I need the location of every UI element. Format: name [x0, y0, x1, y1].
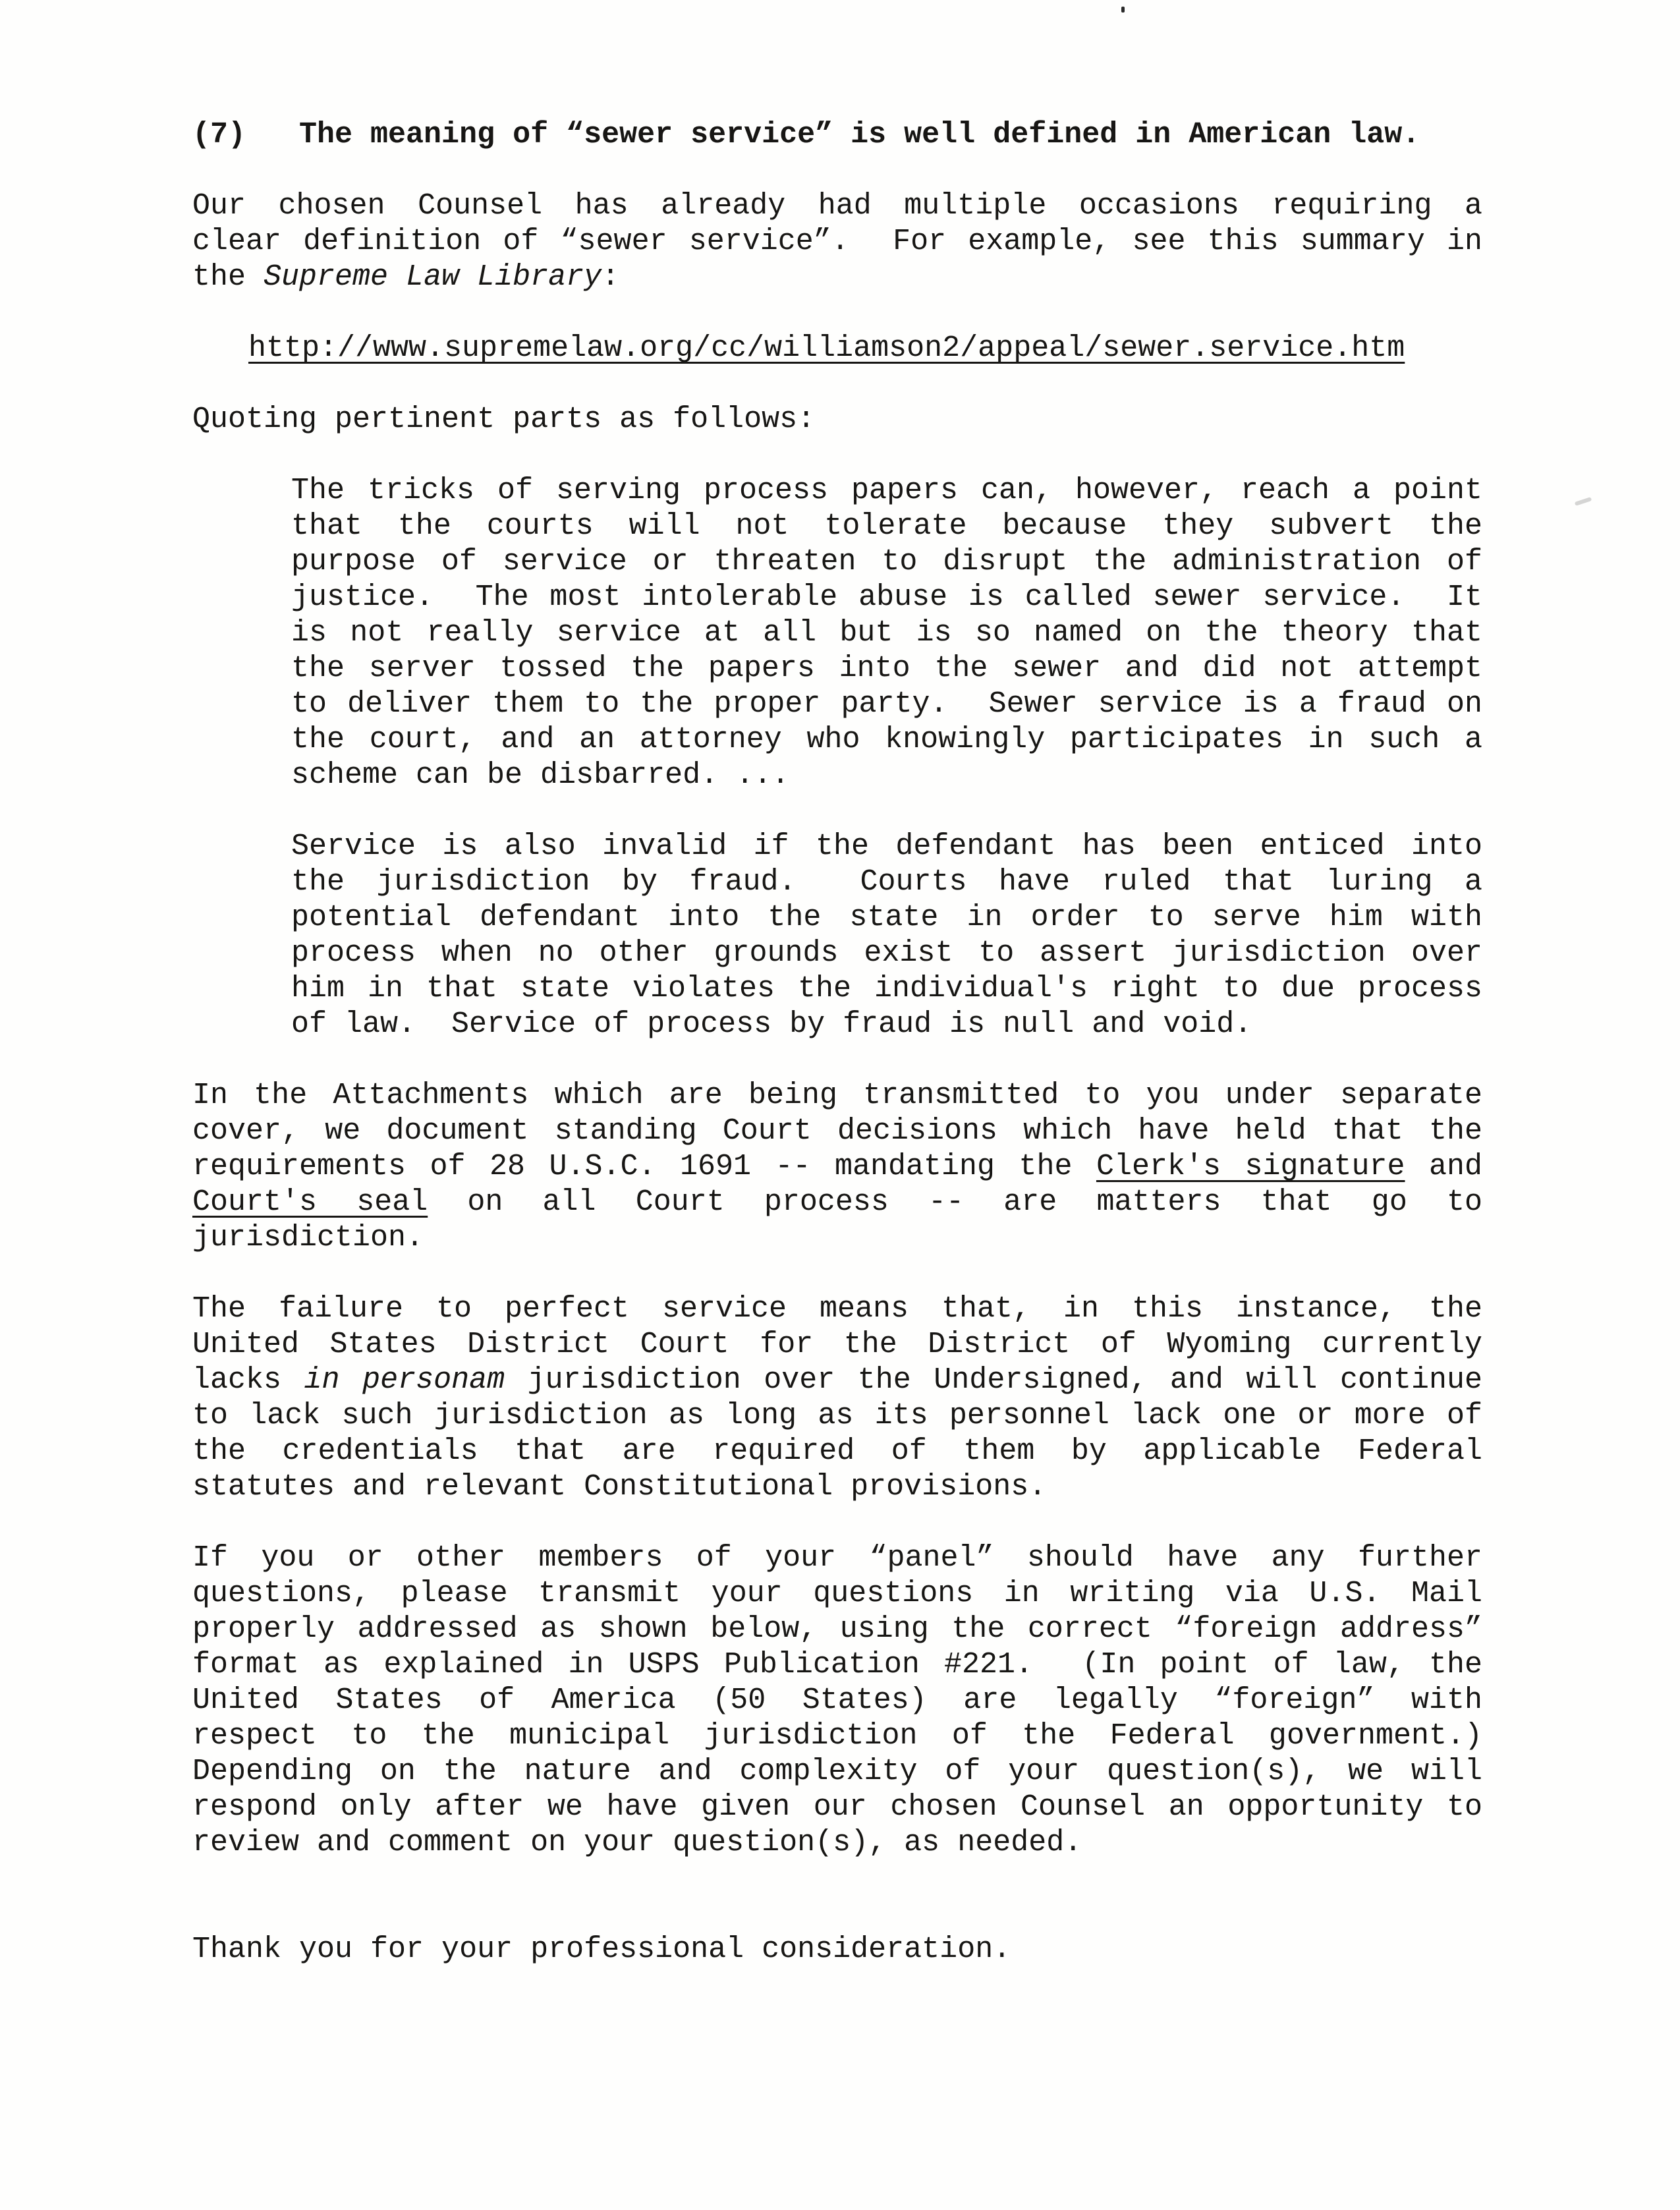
scan-artifact-speck	[1121, 7, 1125, 13]
quote-block-fraud	[192, 829, 1482, 1042]
quoting-lead-in	[192, 402, 1482, 438]
text-line: the Supreme Law Library:	[192, 260, 620, 294]
text-line: the credentials that are required of them by applicable Federal	[192, 1434, 1482, 1468]
text-line: United States of America (50 States) are legally “foreign” with	[192, 1684, 1482, 1717]
text-line: purpose of service or threaten to disrupt the administration of	[291, 545, 1482, 579]
text-line: the jurisdiction by fraud. Courts have ruled that luring a	[291, 865, 1482, 899]
library-url	[192, 331, 1482, 366]
text-line: United States District Court for the District of Wyoming currently	[192, 1328, 1482, 1361]
text-line: is not really service at all but is so named on the theory that	[291, 616, 1482, 650]
text-line: Quoting pertinent parts as follows:	[192, 403, 816, 436]
text-line: of law. Service of process by fraud is null and void.	[291, 1007, 1252, 1041]
text-line: (7) The meaning of “sewer service” is well defined in American law.	[192, 118, 1420, 152]
text-line	[248, 331, 1482, 366]
text-line: to deliver them to the proper party. Sewer service is a fraud on	[291, 687, 1482, 721]
text-line: The tricks of serving process papers can, however, reach a point	[291, 474, 1482, 507]
text-line: If you or other members of your “panel” should have any further	[192, 1541, 1482, 1575]
scan-artifact-smudge	[1575, 497, 1592, 506]
text-line: Thank you for your professional consideration.	[192, 1933, 1011, 1966]
closing-line	[192, 1932, 1482, 1968]
text-line: clear definition of “sewer service”. For example, see this summary in	[192, 225, 1482, 258]
text-line: cover, we document standing Court decisions which have held that the	[192, 1114, 1482, 1148]
text-line: that the courts will not tolerate because they subvert the	[291, 509, 1482, 543]
jurisdiction-paragraph	[192, 1291, 1482, 1505]
attachments-paragraph	[192, 1078, 1482, 1256]
text-line: lacks in personam jurisdiction over the Undersigned, and will continue	[192, 1363, 1482, 1397]
text-line: the court, and an attorney who knowingly participates in such a	[291, 723, 1482, 756]
text-line: format as explained in USPS Publication #221. (In point of law, the	[192, 1648, 1482, 1682]
quote-block-sewer-service	[192, 473, 1482, 793]
text-line: process when no other grounds exist to assert jurisdiction over	[291, 936, 1482, 970]
text-line: justice. The most intolerable abuse is called sewer service. It	[291, 581, 1482, 614]
text-line: In the Attachments which are being transmitted to you under separate	[192, 1079, 1482, 1112]
questions-paragraph	[192, 1541, 1482, 1861]
text-line: properly addressed as shown below, using the correct “foreign address”	[192, 1612, 1482, 1646]
text-line: him in that state violates the individual's right to due process	[291, 972, 1482, 1006]
text-line: Our chosen Counsel has already had multiple occasions requiring a	[192, 189, 1482, 223]
text-line: review and comment on your question(s), as needed.	[192, 1826, 1082, 1859]
text-line: the server tossed the papers into the sewer and did not attempt	[291, 652, 1482, 685]
text-line: statutes and relevant Constitutional provisions.	[192, 1470, 1047, 1504]
text-line: Service is also invalid if the defendant has been enticed into	[291, 830, 1482, 863]
underlined-text: http://www.supremelaw.org/cc/williamson2/appeal/sewer.service.htm	[248, 331, 1405, 365]
text-line: Court's seal on all Court process -- are matters that go to	[192, 1185, 1482, 1219]
text-line: respect to the municipal jurisdiction of the Federal government.)	[192, 1719, 1482, 1753]
italic-text: in personam	[304, 1363, 505, 1397]
section-heading	[192, 117, 1482, 153]
text-line: requirements of 28 U.S.C. 1691 -- mandating the Clerk's signature and	[192, 1150, 1482, 1183]
underlined-text: Court's seal	[192, 1185, 428, 1219]
text-line: scheme can be disbarred. ...	[291, 758, 790, 792]
text-line: respond only after we have given our chosen Counsel an opportunity to	[192, 1790, 1482, 1824]
text-line: The failure to perfect service means that, in this instance, the	[192, 1292, 1482, 1326]
text-line: questions, please transmit your questions in writing via U.S. Mail	[192, 1577, 1482, 1610]
document-body	[192, 117, 1482, 2003]
text-line: jurisdiction.	[192, 1221, 424, 1255]
underlined-text: Clerk's signature	[1096, 1150, 1405, 1183]
text-line: to lack such jurisdiction as long as its personnel lack one or more of	[192, 1399, 1482, 1432]
intro-paragraph	[192, 188, 1482, 295]
text-line: potential defendant into the state in order to serve him with	[291, 901, 1482, 934]
italic-text: Supreme Law Library	[264, 260, 602, 294]
text-line: Depending on the nature and complexity of your question(s), we will	[192, 1755, 1482, 1788]
